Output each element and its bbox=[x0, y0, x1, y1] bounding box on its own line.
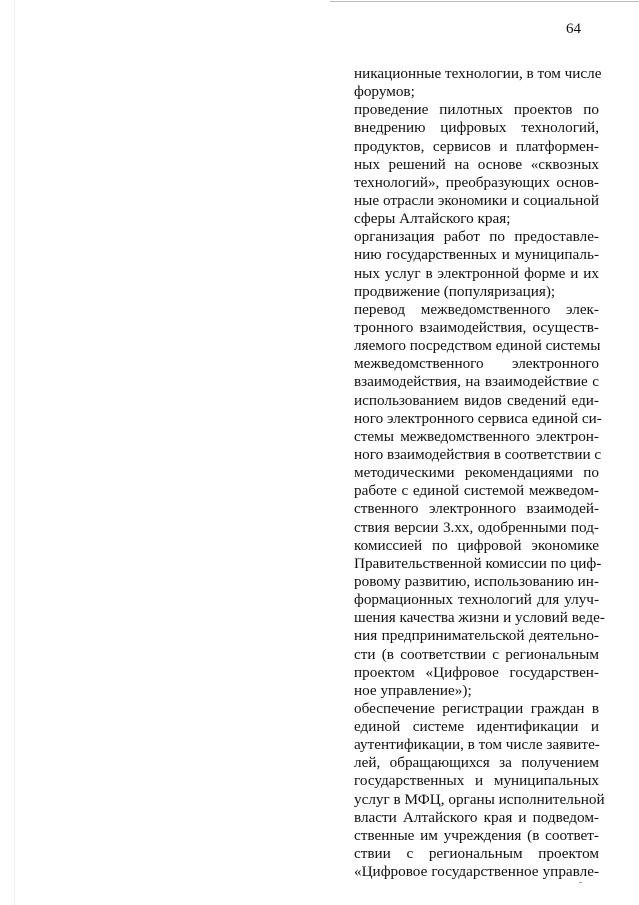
text-line: проведение пилотных проектов по bbox=[354, 101, 599, 119]
text-line: ровому развитию, использованию ин- bbox=[354, 572, 599, 590]
text-line: услуг в МФЦ, органы исполнительной bbox=[354, 790, 605, 808]
text-line: ляемого посредством единой системы bbox=[354, 337, 601, 355]
text-line: формационных технологий для улуч- bbox=[354, 591, 599, 609]
text-line: стемы межведомственного электрон- bbox=[354, 427, 599, 445]
text-line: Правительственной комиссии по циф- bbox=[354, 554, 602, 572]
paragraph bbox=[354, 228, 599, 301]
text-line: форумов; bbox=[354, 83, 415, 101]
text-line: ные отрасли экономики и социальной bbox=[354, 191, 599, 209]
text-line: лей, обращающихся за получением bbox=[354, 754, 599, 772]
text-line: организация работ по предоставле- bbox=[354, 228, 599, 246]
text-line: ственные им учреждения (в соответ- bbox=[354, 826, 599, 844]
text-line: ного взаимодействия в соответствии с bbox=[354, 445, 602, 463]
text-line: межведомственного электронного bbox=[354, 355, 599, 373]
text-column bbox=[354, 65, 605, 881]
text-line: ния предпринимательской деятельно- bbox=[354, 627, 599, 645]
text-line: ных услуг в электронной форме и их bbox=[354, 264, 599, 282]
text-line: «Цифровое государственное управле- bbox=[354, 863, 599, 881]
text-line: перевод межведомственного элек- bbox=[354, 300, 599, 318]
text-line: сти (в соответствии с региональным bbox=[354, 645, 599, 663]
text-line: сферы Алтайского края; bbox=[354, 210, 511, 228]
text-line: технологий», преобразующих основ- bbox=[354, 173, 599, 191]
text-line: шения качества жизни и условий веде- bbox=[354, 609, 605, 627]
text-line: проектом «Цифровое государствен- bbox=[354, 663, 599, 681]
text-line: ное управление»); bbox=[354, 681, 472, 699]
text-line: комиссией по цифровой экономике bbox=[354, 536, 599, 554]
scan-speck bbox=[579, 882, 582, 883]
text-line: использованием видов сведений еди- bbox=[354, 391, 599, 409]
paragraph bbox=[354, 65, 602, 101]
text-line: ного электронного сервиса единой си- bbox=[354, 409, 602, 427]
text-line: аутентификации, в том числе заявите- bbox=[354, 736, 600, 754]
text-line: методическими рекомендациями по bbox=[354, 464, 599, 482]
text-line: взаимодействия, на взаимодействие с bbox=[354, 373, 599, 391]
page-number: 64 bbox=[566, 21, 581, 37]
scan-margin-line bbox=[14, 0, 15, 905]
paragraph bbox=[354, 300, 605, 700]
text-line: ных решений на основе «сквозных bbox=[354, 155, 599, 173]
text-line: никационные технологии, в том числе bbox=[354, 65, 602, 82]
scan-edge-line bbox=[330, 1, 639, 2]
text-line: ствия версии 3.xx, одобренными под- bbox=[354, 518, 599, 536]
text-line: продвижение (популяризация); bbox=[354, 282, 556, 300]
paragraph bbox=[354, 101, 599, 228]
text-line: тронного взаимодействия, осуществ- bbox=[354, 318, 599, 336]
text-line: ствии с региональным проектом bbox=[354, 845, 599, 863]
text-line: продуктов, сервисов и платформен- bbox=[354, 137, 599, 155]
text-line: государственных и муниципальных bbox=[354, 772, 599, 790]
text-line: власти Алтайского края и подведом- bbox=[354, 808, 599, 826]
text-line: единой системе идентификации и bbox=[354, 718, 599, 736]
paragraph bbox=[354, 699, 605, 881]
text-line: внедрению цифровых технологий, bbox=[354, 119, 599, 137]
text-line: работе с единой системой межведом- bbox=[354, 482, 599, 500]
text-line: обеспечение регистрации граждан в bbox=[354, 699, 599, 717]
text-line: ственного электронного взаимодей- bbox=[354, 500, 599, 518]
text-line: нию государственных и муниципаль- bbox=[354, 246, 599, 264]
